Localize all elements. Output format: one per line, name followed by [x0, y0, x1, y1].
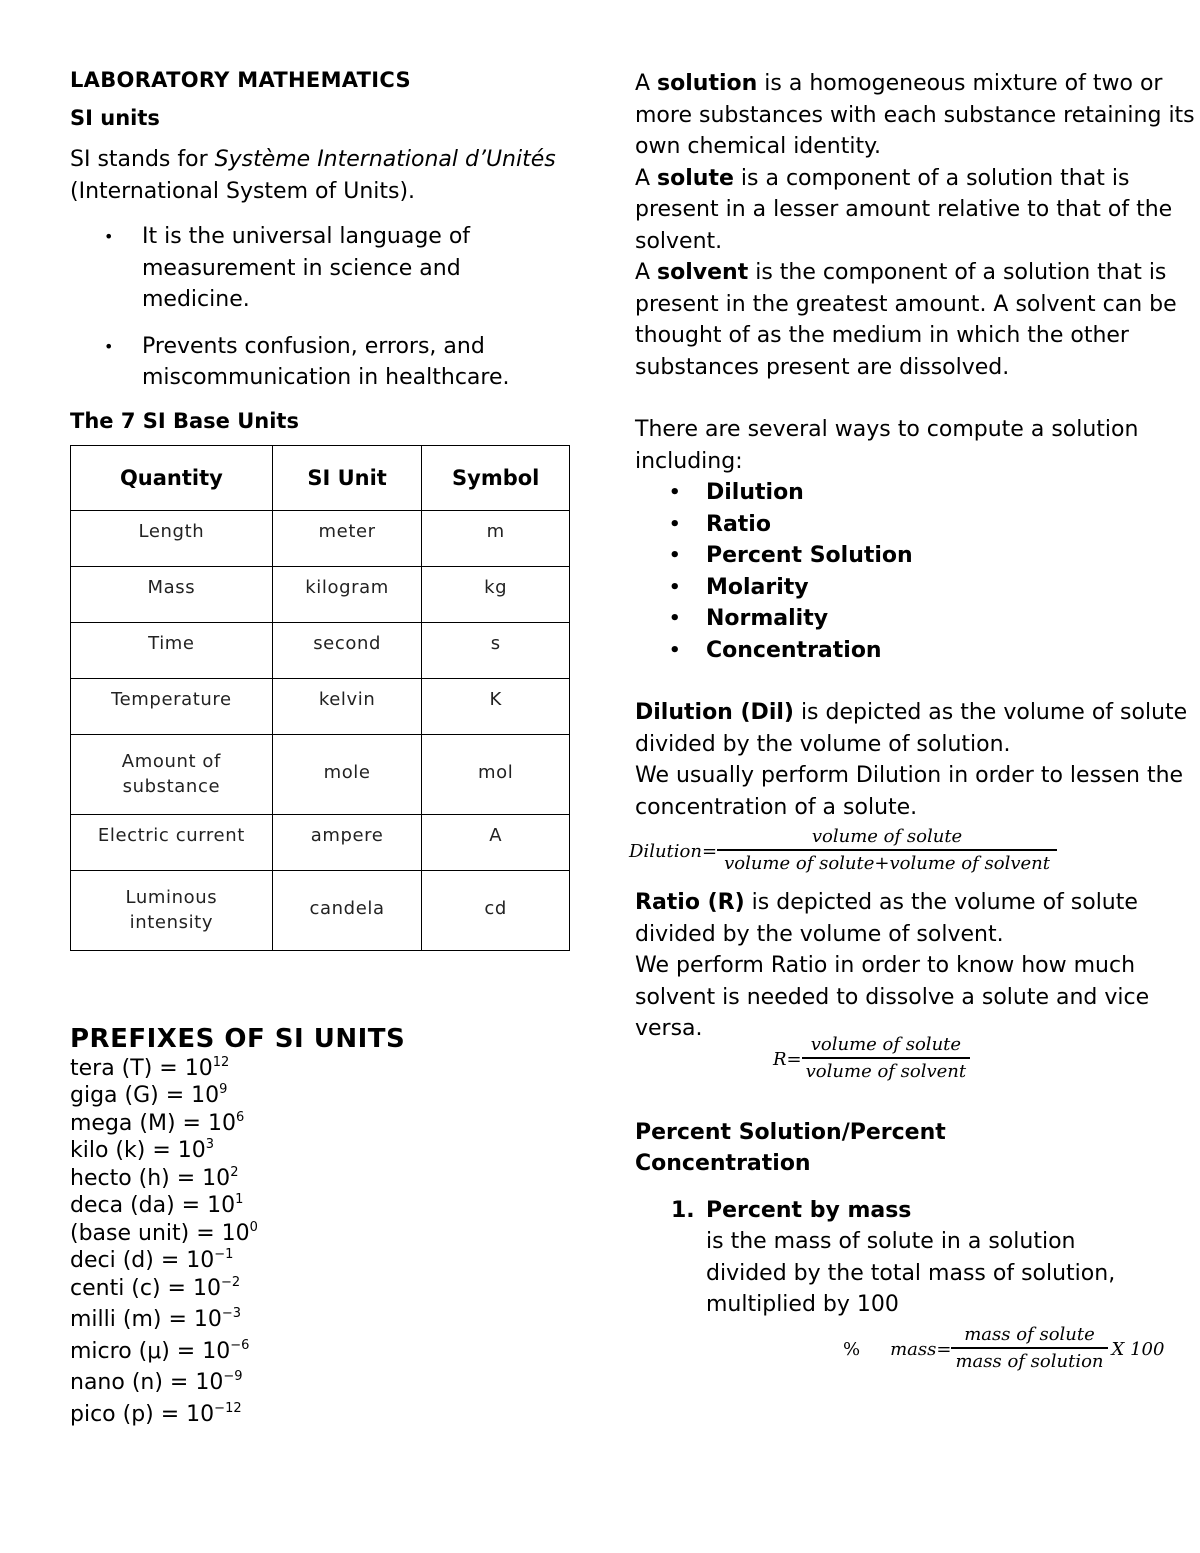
table-cell: K	[422, 678, 570, 734]
prefix-item	[70, 1369, 570, 1397]
prefix-list	[70, 1055, 570, 1429]
list-item	[70, 221, 570, 316]
column-header: SI Unit	[272, 445, 422, 510]
table-cell: Mass	[71, 566, 273, 622]
prefix-item	[70, 1401, 570, 1429]
table-header-row	[71, 445, 570, 510]
list-number: 1.	[671, 1197, 695, 1223]
table-cell: second	[272, 622, 422, 678]
dilution-purpose: We usually perform Dilution in order to lessen the concentration of a solute.	[635, 763, 1184, 820]
table-row	[71, 814, 570, 870]
page-title: LABORATORY MATHEMATICS	[70, 68, 411, 92]
prefix-item	[70, 1338, 570, 1366]
formula-lhs: Dilution=	[629, 841, 718, 862]
prefix-item	[70, 1165, 570, 1193]
bullet-text: It is the universal language of measurement in science and medicine.	[142, 224, 471, 312]
list-item-label: Normality	[706, 606, 829, 631]
definition-prefix: A	[635, 260, 658, 285]
prefix-label: deca (da) = 10	[70, 1193, 236, 1218]
list-item	[635, 509, 1195, 541]
definition-prefix: A	[635, 165, 658, 191]
table-cell: cd	[422, 870, 570, 950]
prefix-label: kilo (k) = 10	[70, 1138, 206, 1163]
definition-term: solvent	[657, 260, 749, 285]
prefix-item	[70, 1247, 570, 1275]
list-item-label: Ratio	[706, 511, 771, 537]
si-intro-prefix: SI stands for	[70, 147, 215, 172]
solvent-definition	[635, 257, 1195, 383]
table-cell: Length	[71, 510, 273, 566]
formula-multiplier: X 100	[1111, 1338, 1165, 1360]
table-cell: s	[422, 622, 570, 678]
definition-text: is a homogeneous mixture of two or more substances with each substance retaining its own chemical identity.	[635, 71, 1195, 159]
list-item	[635, 635, 1195, 667]
table-cell: Electric current	[71, 814, 273, 870]
table-cell: Amount of substance	[71, 734, 273, 814]
prefix-exponent: 3	[205, 1137, 215, 1152]
table-cell: candela	[272, 870, 422, 950]
bullet-icon: •	[669, 545, 681, 566]
formula-fraction	[717, 825, 1057, 877]
table-cell: Temperature	[71, 678, 273, 734]
right-column	[629, 68, 1195, 1375]
formula-percent: %	[843, 1338, 861, 1360]
column-header: Quantity	[71, 445, 273, 510]
definition-term-end: )	[734, 890, 745, 915]
prefix-label: deci (d) = 10	[70, 1248, 215, 1273]
column-header: Symbol	[422, 445, 570, 510]
prefix-label: pico (p) = 10	[70, 1401, 215, 1427]
si-intro-paragraph	[70, 144, 570, 207]
solute-definition	[635, 163, 1195, 258]
definition-term: solute	[657, 165, 734, 191]
prefix-item	[70, 1275, 570, 1303]
prefix-exponent: 9	[219, 1082, 228, 1097]
ways-intro: There are several ways to compute a solution including:	[635, 417, 1139, 474]
si-intro-italic: Système International d’Unités	[214, 147, 556, 172]
definition-term: solution	[657, 71, 758, 96]
table-row	[71, 870, 570, 950]
bullet-icon: •	[669, 639, 681, 661]
prefix-exponent: 6	[235, 1109, 245, 1125]
definition-text: is the component of a solution that is present in the greatest amount. A solvent can be thought of as the medium in which the other substances present are dissolved.	[635, 260, 1177, 380]
prefix-label: giga (G) = 10	[70, 1083, 220, 1108]
formula-denominator: volume of solute+volume of solvent	[717, 849, 1057, 877]
prefix-label: mega (M) = 10	[70, 1110, 236, 1136]
si-units-heading: SI units	[70, 106, 160, 130]
formula-denominator: mass of solution	[951, 1347, 1107, 1375]
prefix-item	[70, 1137, 570, 1165]
prefix-label: nano (n) = 10	[70, 1370, 224, 1395]
si-base-units-table	[70, 445, 570, 951]
prefix-exponent: 1	[235, 1192, 244, 1207]
list-item-label: Concentration	[706, 637, 882, 663]
bullet-icon: •	[669, 576, 681, 598]
list-item-label: Percent Solution	[706, 543, 913, 568]
solution-definition	[635, 68, 1195, 163]
dilution-definition	[635, 697, 1195, 760]
ratio-definition	[635, 887, 1195, 950]
prefix-exponent: −6	[230, 1337, 250, 1353]
definition-text: is a component of a solution that is present in a lesser amount relative to that of the solvent.	[635, 165, 1173, 254]
list-item	[635, 477, 1195, 509]
definition-prefix: A	[635, 71, 658, 96]
table-cell: Luminous intensity	[71, 870, 273, 950]
list-item	[70, 331, 570, 394]
prefix-item	[70, 1192, 570, 1220]
table-cell: kelvin	[272, 678, 422, 734]
formula-fraction	[951, 1323, 1107, 1375]
list-item	[635, 572, 1195, 604]
list-item-label: Molarity	[706, 574, 809, 600]
formula-numerator: volume of solute	[810, 1033, 962, 1055]
prefix-exponent: −12	[214, 1400, 242, 1416]
bullet-icon: •	[669, 482, 681, 503]
prefix-item	[70, 1306, 570, 1334]
table-cell: Time	[71, 622, 273, 678]
table-row	[71, 510, 570, 566]
prefix-label: (base unit) = 10	[70, 1220, 250, 1246]
definition-text: is depicted as the volume of solute divided by the volume of solution.	[635, 700, 1188, 757]
formula-lhs: mass=	[890, 1338, 952, 1360]
list-item	[635, 603, 1195, 635]
table-cell: A	[422, 814, 570, 870]
list-item	[635, 540, 1195, 572]
prefix-exponent: 0	[249, 1219, 258, 1235]
prefix-exponent: −9	[223, 1369, 243, 1384]
prefixes-heading: PREFIXES OF SI UNITS	[70, 1023, 406, 1054]
table-title: The 7 SI Base Units	[70, 408, 299, 433]
list-item-text: is the mass of solute in a solution divided by the total mass of solution, multiplied by 100	[706, 1229, 1116, 1317]
ratio-formula	[773, 1033, 1195, 1095]
bullet-icon: •	[669, 513, 681, 535]
formula-lhs: R=	[773, 1048, 802, 1070]
prefix-exponent: 12	[212, 1054, 230, 1070]
si-intro-suffix: (International System of Units).	[70, 178, 416, 204]
mass-formula	[843, 1323, 1195, 1375]
left-column	[70, 68, 570, 1428]
table-row	[71, 734, 570, 814]
list-item-title: Percent by mass	[706, 1197, 912, 1223]
prefix-exponent: −2	[220, 1274, 241, 1290]
prefix-label: milli (m) = 10	[70, 1307, 222, 1332]
prefix-item	[70, 1055, 570, 1083]
si-bullet-list	[70, 221, 570, 394]
dilution-formula	[629, 825, 1195, 887]
definition-term: Dilution (Dil)	[635, 700, 794, 725]
prefix-exponent: −3	[221, 1306, 242, 1321]
formula-numerator: mass of solute	[964, 1323, 1095, 1345]
table-cell: meter	[272, 510, 422, 566]
prefix-item	[70, 1110, 570, 1138]
prefix-label: hecto (h) = 10	[70, 1165, 231, 1191]
definition-text: is depicted as the volume of solute divided by the volume of solvent.	[635, 890, 1138, 947]
table-cell: kg	[422, 566, 570, 622]
table-cell: ampere	[272, 814, 422, 870]
prefix-item	[70, 1082, 570, 1110]
prefix-label: micro (μ) = 10	[70, 1338, 231, 1364]
definition-term: Ratio (R	[635, 890, 735, 915]
table-row	[71, 566, 570, 622]
bullet-icon: •	[104, 336, 114, 356]
bullet-icon: •	[104, 227, 114, 246]
formula-fraction	[802, 1033, 971, 1085]
bullet-icon: •	[669, 608, 681, 629]
ways-list	[635, 477, 1195, 666]
percent-by-mass-item	[635, 1195, 1195, 1321]
formula-numerator: volume of solute	[811, 826, 963, 847]
table-cell: mole	[272, 734, 422, 814]
ratio-purpose: We perform Ratio in order to know how much solvent is needed to dissolve a solute and vice versa.	[635, 953, 1150, 1041]
table-cell: mol	[422, 734, 570, 814]
table-row	[71, 622, 570, 678]
prefix-item	[70, 1220, 570, 1248]
list-item-label: Dilution	[706, 480, 804, 505]
table-cell: kilogram	[272, 566, 422, 622]
table-cell: m	[422, 510, 570, 566]
prefix-label: centi (c) = 10	[70, 1275, 221, 1301]
percent-heading: Percent Solution/Percent Concentration	[635, 1119, 946, 1176]
formula-denominator: volume of solvent	[802, 1057, 971, 1085]
table-row	[71, 678, 570, 734]
prefix-exponent: 2	[230, 1164, 239, 1180]
bullet-text: Prevents confusion, errors, and miscommunication in healthcare.	[142, 333, 510, 390]
prefix-exponent: −1	[214, 1247, 234, 1262]
prefix-label: tera (T) = 10	[70, 1055, 213, 1081]
